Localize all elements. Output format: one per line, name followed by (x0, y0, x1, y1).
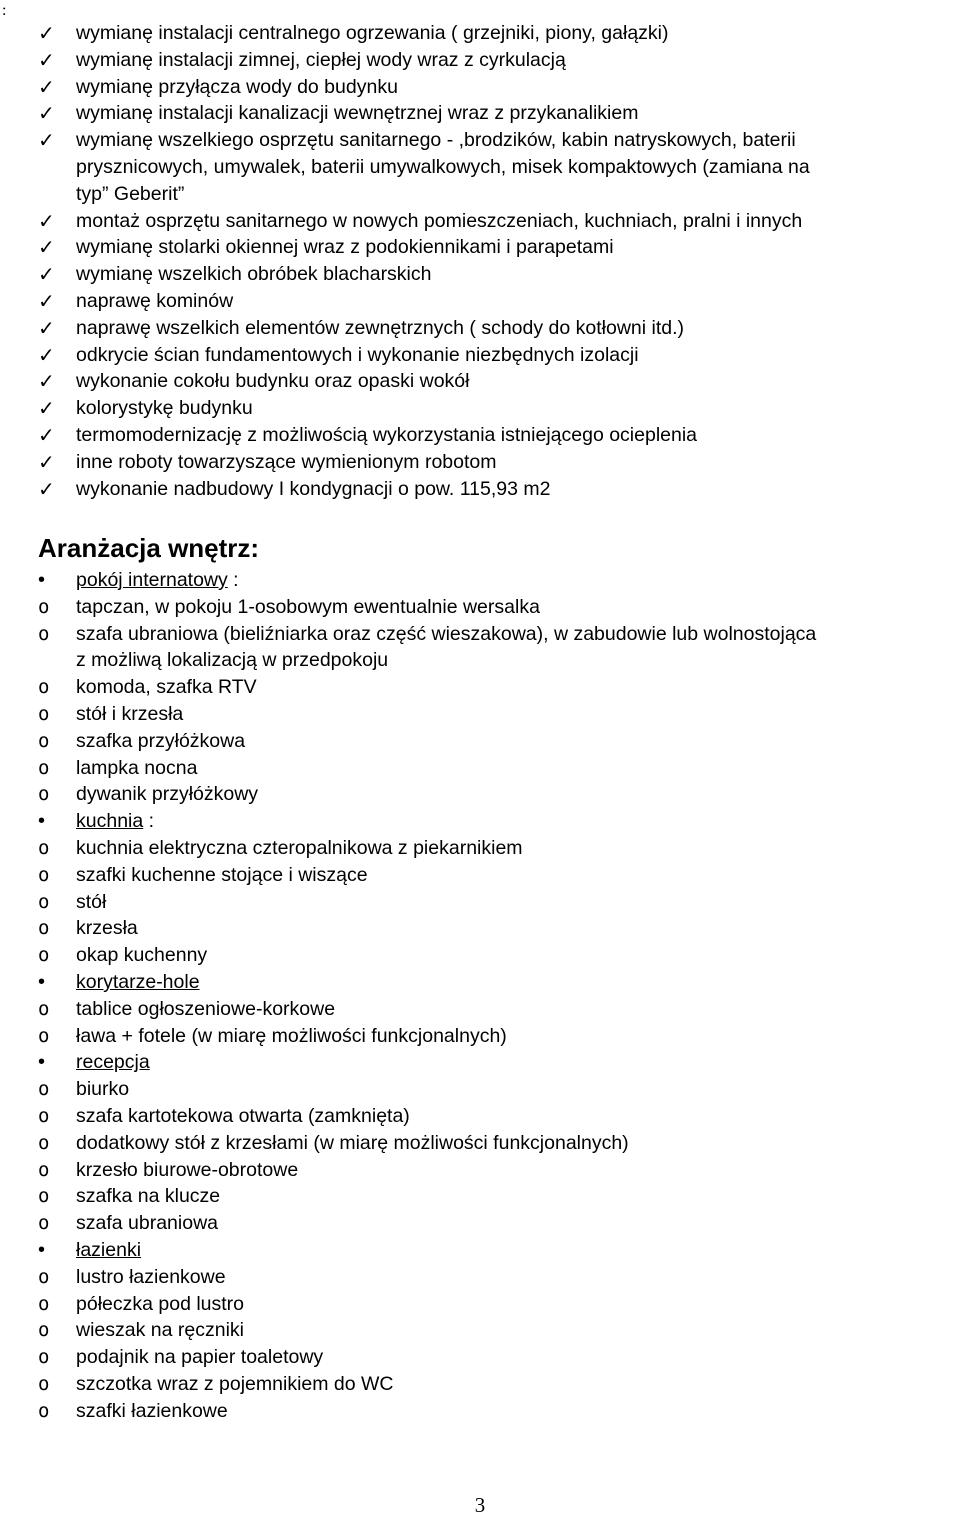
checkmark-icon: ✓ (38, 369, 55, 394)
list-item (0, 1103, 816, 1130)
hollow-circle-icon: o (38, 676, 50, 699)
list-item-text: krzesła (76, 917, 138, 940)
hollow-circle-icon: o (38, 944, 50, 967)
category-item-kitchen (0, 808, 816, 835)
list-item-text: krzesło biurowe-obrotowe (76, 1158, 299, 1181)
filled-bullet-icon: • (38, 970, 46, 993)
list-item (0, 942, 816, 969)
list-item-text: wieszak na ręczniki (76, 1319, 244, 1342)
list-item-text: szafa ubraniowa (bieliźniarka oraz część wieszakowa), w zabudowie lub wolnostojąca (76, 622, 817, 645)
list-item-text: lampka nocna (76, 756, 198, 779)
list-item-text: wymianę instalacji zimnej, ciepłej wody wraz z cyrkulacją (76, 48, 566, 71)
filled-bullet-icon: • (38, 1051, 46, 1074)
list-item-text: tablice ogłoszeniowe-korkowe (76, 997, 336, 1020)
list-item-text: okap kuchenny (76, 944, 208, 967)
list-item-text: odkrycie ścian fundamentowych i wykonanie niezbędnych izolacji (76, 343, 639, 366)
hollow-circle-icon: o (38, 1319, 50, 1342)
list-item (0, 755, 816, 782)
hollow-circle-icon: o (38, 997, 50, 1020)
hollow-circle-icon: o (38, 783, 50, 806)
hollow-circle-icon: o (38, 1372, 50, 1395)
category-item-room (0, 567, 816, 594)
hollow-circle-icon: o (38, 729, 50, 752)
top-colon-mark: : (2, 2, 7, 19)
hollow-circle-icon: o (38, 1185, 50, 1208)
list-item (0, 127, 810, 207)
list-item (0, 368, 810, 395)
list-item (0, 261, 810, 288)
category-label: recepcja (76, 1051, 150, 1074)
list-item-text: kolorystykę budynku (76, 397, 253, 420)
list-item-text: inne roboty towarzyszące wymienionym robotom (76, 450, 497, 473)
hollow-circle-icon: o (38, 917, 50, 940)
hollow-circle-icon: o (38, 595, 50, 618)
list-item-text-continuation: z możliwą lokalizacją w przedpokoju (76, 649, 389, 672)
list-item (0, 315, 810, 342)
list-item-text: szczotka wraz z pojemnikiem do WC (76, 1372, 394, 1395)
list-item-text: wymianę wszelkiego osprzętu sanitarnego - ,brodzików, kabin natryskowych, baterii (76, 129, 796, 152)
list-item (0, 915, 816, 942)
list-item (0, 1398, 816, 1425)
list-item-text: dywanik przyłóżkowy (76, 783, 259, 806)
hollow-circle-icon: o (38, 1346, 50, 1369)
hollow-circle-icon: o (38, 1104, 50, 1127)
list-item-text: szafki łazienkowe (76, 1399, 228, 1422)
list-item (0, 1371, 816, 1398)
list-item-text: wymianę wszelkich obróbek blacharskich (76, 263, 432, 286)
list-item-text: lustro łazienkowe (76, 1265, 226, 1288)
list-item (0, 74, 810, 101)
list-item (0, 47, 810, 74)
checkmark-icon: ✓ (38, 288, 55, 313)
checkmark-icon: ✓ (38, 315, 55, 340)
checkmark-icon: ✓ (38, 101, 55, 126)
category-colon: : (227, 569, 239, 591)
list-item-text: wymianę stolarki okiennej wraz z podokiennikami i parapetami (76, 236, 614, 259)
list-item (0, 594, 816, 621)
hollow-circle-icon: o (38, 622, 50, 645)
list-item-text: naprawę wszelkich elementów zewnętrznych ( schody do kotłowni itd.) (76, 316, 685, 339)
list-item-text: wymianę przyłącza wody do budynku (76, 75, 398, 98)
hollow-circle-icon: o (38, 756, 50, 779)
list-item-text: kuchnia elektryczna czteropalnikowa z piekarnikiem (76, 836, 523, 859)
list-item (0, 621, 816, 675)
hollow-circle-icon: o (38, 890, 50, 913)
category-item-bathrooms (0, 1237, 816, 1264)
list-item (0, 781, 816, 808)
list-item-text: wymianę instalacji kanalizacji wewnętrznej wraz z przykanalikiem (76, 102, 639, 125)
checkmark-icon: ✓ (38, 208, 55, 233)
hollow-circle-icon: o (38, 702, 50, 725)
checkmark-icon: ✓ (38, 262, 55, 287)
list-item-text: stół (76, 890, 107, 913)
checkmark-icon: ✓ (38, 476, 55, 501)
list-item-text: półeczka pod lustro (76, 1292, 245, 1315)
list-item (0, 1264, 816, 1291)
list-item-text: biurko (76, 1078, 130, 1101)
hollow-circle-icon: o (38, 1265, 50, 1288)
checkmark-icon: ✓ (38, 342, 55, 367)
checkmark-icon: ✓ (38, 74, 55, 99)
category-colon: : (143, 810, 155, 833)
page-number: 3 (474, 1493, 486, 1517)
checkmark-icon: ✓ (38, 396, 55, 421)
list-item (0, 862, 816, 889)
list-item (0, 1076, 816, 1103)
list-item-text: termomodernizację z możliwością wykorzystania istniejącego ocieplenia (76, 423, 698, 446)
checkmark-icon: ✓ (38, 21, 55, 45)
list-item (0, 208, 810, 235)
checkmark-icon: ✓ (38, 449, 55, 474)
list-item-text: szafka przyłóżkowa (76, 729, 246, 752)
hollow-circle-icon: o (38, 1212, 50, 1235)
list-item-text-continuation: typ” Geberit” (76, 182, 185, 205)
filled-bullet-icon: • (38, 569, 46, 591)
list-item-text: wymianę instalacji centralnego ogrzewania ( grzejniki, piony, gałązki) (76, 22, 669, 44)
hollow-circle-icon: o (38, 1292, 50, 1315)
list-item (0, 449, 810, 476)
list-item (0, 674, 816, 701)
list-item (0, 1344, 816, 1371)
hollow-circle-icon: o (38, 863, 50, 886)
list-item (0, 701, 816, 728)
checkmark-icon: ✓ (38, 422, 55, 447)
hollow-circle-icon: o (38, 1078, 50, 1101)
checkmark-icon: ✓ (38, 47, 55, 72)
list-item-text: dodatkowy stół z krzesłami (w miarę możliwości funkcjonalnych) (76, 1131, 629, 1154)
list-item (0, 1210, 816, 1237)
filled-bullet-icon: • (38, 1238, 46, 1261)
list-item-text: szafki kuchenne stojące i wiszące (76, 863, 368, 886)
list-item-text: komoda, szafka RTV (76, 676, 257, 699)
list-item-text: wykonanie nadbudowy I kondygnacji o pow. 115,93 m2 (76, 477, 551, 500)
filled-bullet-icon: • (38, 810, 46, 833)
list-item-text: szafa ubraniowa (76, 1212, 219, 1235)
list-item (0, 1130, 816, 1157)
hollow-circle-icon: o (38, 1399, 50, 1422)
list-item (0, 234, 810, 261)
list-item (0, 1157, 816, 1184)
interior-list (0, 567, 816, 1425)
category-label: kuchnia (76, 810, 144, 833)
list-item-text: podajnik na papier toaletowy (76, 1346, 324, 1369)
list-item (0, 100, 810, 127)
list-item-text: tapczan, w pokoju 1-osobowym ewentualnie wersalka (76, 595, 540, 618)
list-item (0, 422, 810, 449)
checkmark-icon: ✓ (38, 128, 55, 153)
list-item (0, 996, 816, 1023)
hollow-circle-icon: o (38, 1158, 50, 1181)
hollow-circle-icon: o (38, 1024, 50, 1047)
list-item (0, 20, 810, 47)
list-item-text-continuation: prysznicowych, umywalek, baterii umywalkowych, misek kompaktowych (zamiana na (76, 155, 810, 178)
checkmark-icon: ✓ (38, 235, 55, 260)
category-item-reception (0, 1049, 816, 1076)
list-item (0, 342, 810, 369)
section-heading: Aranżacja wnętrz: (38, 533, 260, 563)
works-checklist (0, 20, 810, 502)
category-label: łazienki (76, 1238, 142, 1261)
list-item-text: naprawę kominów (76, 289, 234, 312)
hollow-circle-icon: o (38, 836, 50, 859)
list-item (0, 1317, 816, 1344)
list-item (0, 1183, 816, 1210)
list-item-text: wykonanie cokołu budynku oraz opaski wokół (76, 370, 470, 393)
category-label: pokój internatowy (76, 569, 228, 591)
list-item-text: stół i krzesła (76, 702, 184, 725)
list-item (0, 835, 816, 862)
list-item (0, 1291, 816, 1318)
list-item (0, 1023, 816, 1050)
list-item-text: szafa kartotekowa otwarta (zamknięta) (76, 1104, 410, 1127)
list-item (0, 889, 816, 916)
hollow-circle-icon: o (38, 1131, 50, 1154)
list-item (0, 395, 810, 422)
category-label: korytarze-hole (76, 970, 200, 993)
list-item-text: szafka na klucze (76, 1185, 221, 1208)
list-item (0, 476, 810, 503)
list-item-text: ława + fotele (w miarę możliwości funkcjonalnych) (76, 1024, 507, 1047)
category-item-corridors (0, 969, 816, 996)
list-item-text: montaż osprzętu sanitarnego w nowych pomieszczeniach, kuchniach, pralni i innych (76, 209, 803, 232)
list-item (0, 728, 816, 755)
list-item (0, 288, 810, 315)
